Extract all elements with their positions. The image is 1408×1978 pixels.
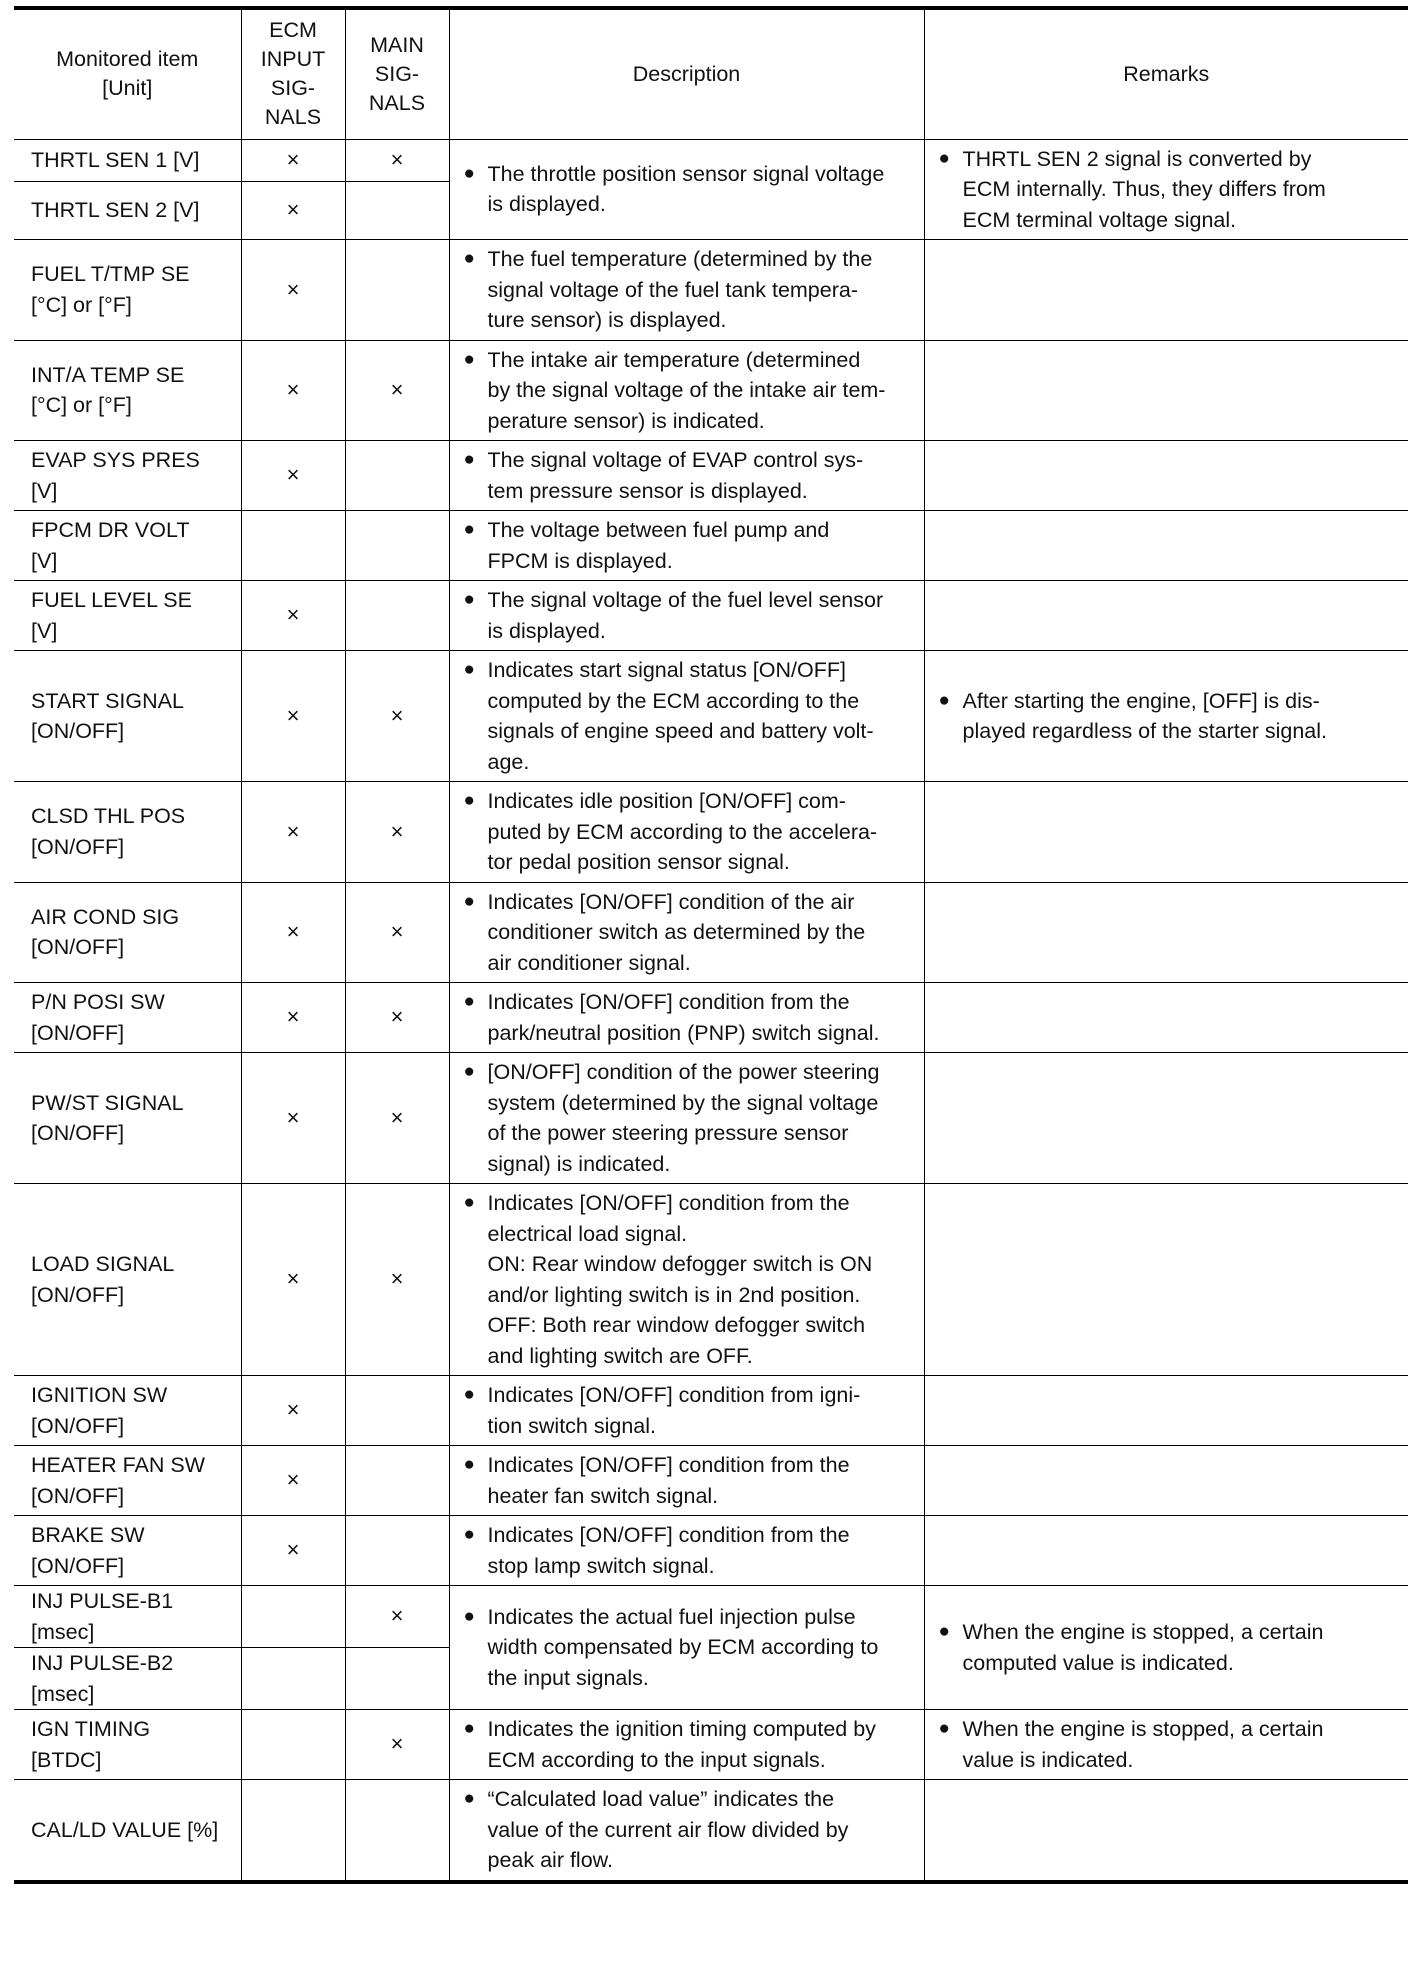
description-line: and/or lighting switch is in 2nd position.: [487, 1282, 861, 1307]
monitored-item-line: FUEL LEVEL SE: [31, 588, 192, 612]
description-line: OFF: Both rear window defogger switch: [487, 1313, 866, 1337]
monitored-item-cell: [14, 983, 241, 1053]
remarks-bullet: [939, 144, 1403, 236]
main-signal-mark: ×: [345, 983, 449, 1053]
description-cell: [449, 782, 924, 883]
description-text: [488, 159, 918, 220]
monitored-item-cell: [14, 1586, 241, 1648]
monitored-item-line: THRTL SEN 1 [V]: [31, 147, 200, 172]
monitored-item-line: [ON/OFF]: [31, 935, 125, 960]
description-text: [488, 445, 918, 506]
monitored-item-cell: [14, 1648, 241, 1710]
description-text: [488, 786, 918, 878]
table-row: [14, 1516, 1408, 1586]
remarks-cell: [924, 139, 1408, 240]
description-text: [488, 1784, 918, 1876]
remarks-line: computed value is indicated.: [962, 1650, 1234, 1675]
table-row: [14, 139, 1408, 181]
remarks-cell: [924, 983, 1408, 1053]
remarks-cell: [924, 1053, 1408, 1184]
remarks-cell: [924, 782, 1408, 883]
header-main-line: SIG-: [374, 61, 420, 86]
monitored-item-cell: [14, 1710, 241, 1780]
ecm-input-mark: ×: [241, 882, 345, 983]
description-bullet: [464, 345, 918, 437]
remarks-text: [963, 1714, 1403, 1775]
remarks-cell: [924, 1376, 1408, 1446]
ecm-input-mark: [241, 511, 345, 581]
remarks-text: [963, 1617, 1403, 1678]
description-line: signals of engine speed and battery volt-: [487, 719, 874, 743]
main-signal-mark: ×: [345, 340, 449, 441]
description-line: width compensated by ECM according to: [487, 1635, 879, 1660]
table-row: [14, 882, 1408, 983]
bullet-dot-icon: ●: [463, 659, 475, 680]
main-signal-mark: ×: [345, 651, 449, 782]
remarks-bullet: [939, 1714, 1403, 1775]
bullet-dot-icon: ●: [463, 589, 475, 610]
monitored-item-line: [msec]: [31, 1681, 95, 1706]
main-signal-mark: ×: [345, 1586, 449, 1648]
description-bullet: [464, 1188, 918, 1371]
table-row: [14, 1586, 1408, 1648]
table-row: [14, 1780, 1408, 1882]
header-main-line: MAIN: [370, 32, 424, 57]
description-line: age.: [487, 749, 530, 774]
remarks-bullet: [939, 1617, 1403, 1678]
monitored-item-cell: [14, 782, 241, 883]
monitored-item-line: [V]: [31, 478, 58, 503]
description-text: [488, 585, 918, 646]
main-signal-mark: ×: [345, 782, 449, 883]
description-line: by the signal voltage of the intake air tem-: [487, 378, 886, 402]
description-line: air conditioner signal.: [487, 950, 691, 975]
bullet-dot-icon: ●: [938, 1718, 950, 1739]
description-text: [488, 244, 918, 336]
remarks-cell: [924, 1446, 1408, 1516]
description-line: of the power steering pressure sensor: [487, 1121, 849, 1145]
description-line: Indicates start signal status [ON/OFF]: [487, 658, 846, 682]
table-row: [14, 1053, 1408, 1184]
ecm-input-mark: ×: [241, 1376, 345, 1446]
remarks-cell: [924, 240, 1408, 341]
table-row: [14, 340, 1408, 441]
description-cell: [449, 651, 924, 782]
table-body: [14, 139, 1408, 1882]
description-cell: [449, 1780, 924, 1882]
monitored-item-cell: [14, 340, 241, 441]
description-bullet: [464, 1520, 918, 1581]
description-cell: [449, 1053, 924, 1184]
ecm-input-mark: ×: [241, 1053, 345, 1184]
description-bullet: [464, 987, 918, 1048]
table-row: [14, 983, 1408, 1053]
monitored-item-cell: [14, 441, 241, 511]
description-cell: [449, 240, 924, 341]
ecm-input-mark: ×: [241, 1446, 345, 1516]
remarks-line: When the engine is stopped, a certain: [962, 1717, 1324, 1741]
monitored-item-line: [°C] or [°F]: [31, 393, 132, 418]
remarks-cell: [924, 1516, 1408, 1586]
main-signal-mark: [345, 1648, 449, 1710]
description-bullet: [464, 887, 918, 979]
monitored-item-line: IGNITION SW: [31, 1383, 168, 1407]
ecm-input-mark: ×: [241, 240, 345, 341]
description-cell: [449, 882, 924, 983]
description-line: Indicates the actual fuel injection pulse: [487, 1604, 856, 1629]
remarks-line: After starting the engine, [OFF] is dis-: [962, 688, 1320, 713]
monitored-item-line: FUEL T/TMP SE: [31, 262, 190, 287]
remarks-line: When the engine is stopped, a certain: [962, 1620, 1324, 1644]
description-line: Indicates [ON/OFF] condition from igni-: [487, 1383, 861, 1407]
monitored-item-line: [msec]: [31, 1619, 95, 1644]
table-row: [14, 441, 1408, 511]
main-signal-mark: [345, 511, 449, 581]
remarks-cell: [924, 441, 1408, 511]
description-cell: [449, 1184, 924, 1376]
monitored-item-cell: [14, 1376, 241, 1446]
monitored-item-line: [V]: [31, 548, 58, 573]
description-line: peak air flow.: [487, 1848, 613, 1872]
header-ecm-line: SIG-: [270, 76, 316, 101]
description-line: signal voltage of the fuel tank tempera-: [487, 277, 858, 302]
remarks-line: ECM terminal voltage signal.: [962, 207, 1237, 232]
description-text: [488, 655, 918, 777]
main-signal-mark: [345, 1446, 449, 1516]
main-signal-mark: ×: [345, 1053, 449, 1184]
description-line: The signal voltage of EVAP control sys-: [487, 448, 864, 472]
remarks-cell: [924, 1710, 1408, 1780]
description-line: The throttle position sensor signal voltage: [487, 161, 885, 186]
description-text: [488, 345, 918, 437]
description-cell: [449, 511, 924, 581]
description-bullet: [464, 1380, 918, 1441]
monitored-item-cell: [14, 139, 241, 181]
main-signal-mark: [345, 181, 449, 239]
bullet-dot-icon: ●: [463, 1718, 475, 1739]
header-remarks: Remarks: [924, 8, 1408, 139]
remarks-cell: [924, 882, 1408, 983]
description-line: “Calculated load value” indicates the: [487, 1787, 835, 1811]
description-bullet: [464, 1057, 918, 1179]
description-cell: [449, 983, 924, 1053]
monitored-item-cell: [14, 1780, 241, 1882]
ecm-input-mark: ×: [241, 782, 345, 883]
description-text: [488, 1380, 918, 1441]
description-line: park/neutral position (PNP) switch signal.: [487, 1020, 880, 1045]
description-line: Indicates [ON/OFF] condition from the: [487, 990, 850, 1014]
description-line: value of the current air flow divided by: [487, 1817, 849, 1842]
description-bullet: [464, 159, 918, 220]
description-line: ECM according to the input signals.: [487, 1747, 826, 1772]
ecm-input-mark: [241, 1780, 345, 1882]
monitored-item-cell: [14, 1053, 241, 1184]
description-bullet: [464, 786, 918, 878]
main-signal-mark: [345, 581, 449, 651]
description-text: [488, 1057, 918, 1179]
description-cell: [449, 139, 924, 240]
ecm-input-mark: ×: [241, 139, 345, 181]
monitored-item-line: [°C] or [°F]: [31, 292, 132, 317]
description-cell: [449, 441, 924, 511]
remarks-cell: [924, 1586, 1408, 1710]
monitored-item-line: [ON/OFF]: [31, 834, 125, 859]
remarks-text: [963, 144, 1403, 236]
description-bullet: [464, 1602, 918, 1694]
ecm-input-mark: ×: [241, 181, 345, 239]
main-signal-mark: [345, 1780, 449, 1882]
remarks-text: [963, 686, 1403, 747]
table-row: [14, 240, 1408, 341]
description-bullet: [464, 445, 918, 506]
monitored-item-line: EVAP SYS PRES: [31, 448, 200, 472]
bullet-dot-icon: ●: [938, 689, 950, 711]
header-ecm-line: ECM: [269, 18, 317, 43]
monitored-item-line: [ON/OFF]: [31, 1413, 125, 1438]
bullet-dot-icon: ●: [938, 147, 950, 169]
description-bullet: [464, 1450, 918, 1511]
remarks-cell: [924, 581, 1408, 651]
bullet-dot-icon: ●: [463, 790, 475, 811]
header-main-line: NALS: [368, 90, 426, 115]
description-line: Indicates [ON/OFF] condition from the: [487, 1453, 850, 1477]
bullet-dot-icon: ●: [463, 1788, 475, 1809]
bullet-dot-icon: ●: [463, 348, 475, 370]
description-line: is displayed.: [487, 192, 606, 217]
description-line: puted by ECM according to the accelera-: [487, 819, 878, 844]
monitored-item-cell: [14, 511, 241, 581]
header-ecm-line: NALS: [264, 105, 322, 130]
main-signal-mark: ×: [345, 882, 449, 983]
description-line: Indicates [ON/OFF] condition from the: [487, 1191, 850, 1215]
remarks-line: played regardless of the starter signal.: [962, 719, 1328, 743]
description-line: perature sensor) is indicated.: [487, 408, 765, 433]
table-row: [14, 782, 1408, 883]
description-line: Indicates [ON/OFF] condition from the: [487, 1523, 850, 1547]
monitored-item-line: INT/A TEMP SE: [31, 362, 185, 387]
description-cell: [449, 1710, 924, 1780]
description-bullet: [464, 515, 918, 576]
description-line: [ON/OFF] condition of the power steering: [487, 1060, 880, 1084]
monitored-item-line: START SIGNAL: [31, 688, 184, 713]
bullet-dot-icon: ●: [463, 1454, 475, 1475]
monitored-item-line: PW/ST SIGNAL: [31, 1090, 184, 1115]
monitored-item-line: P/N POSI SW: [31, 990, 165, 1014]
table-row: [14, 1184, 1408, 1376]
description-line: Indicates idle position [ON/OFF] com-: [487, 789, 846, 813]
remarks-cell: [924, 651, 1408, 782]
bullet-dot-icon: ●: [463, 449, 475, 470]
main-signal-mark: [345, 240, 449, 341]
ecm-input-mark: ×: [241, 1184, 345, 1376]
header-ecm-input-signals: [241, 8, 345, 139]
main-signal-mark: ×: [345, 139, 449, 181]
monitored-item-cell: [14, 1446, 241, 1516]
description-line: The voltage between fuel pump and: [487, 518, 830, 542]
monitored-item-line: THRTL SEN 2 [V]: [31, 198, 200, 223]
monitored-item-line: CLSD THL POS: [31, 804, 186, 829]
description-text: [488, 515, 918, 576]
table-row: [14, 1376, 1408, 1446]
ecm-input-mark: ×: [241, 441, 345, 511]
description-line: electrical load signal.: [487, 1221, 688, 1246]
description-cell: [449, 1376, 924, 1446]
remarks-cell: [924, 340, 1408, 441]
monitored-item-line: HEATER FAN SW: [31, 1453, 206, 1477]
description-bullet: [464, 585, 918, 646]
bullet-dot-icon: ●: [463, 519, 475, 540]
monitored-item-line: FPCM DR VOLT: [31, 518, 190, 542]
bullet-dot-icon: ●: [938, 1621, 950, 1642]
bullet-dot-icon: ●: [463, 1192, 475, 1213]
monitor-item-table: [14, 6, 1408, 1884]
description-bullet: [464, 655, 918, 777]
header-main-signals: [345, 8, 449, 139]
remarks-line: ECM internally. Thus, they differs from: [962, 177, 1326, 201]
description-line: ture sensor) is displayed.: [487, 308, 727, 332]
description-line: the input signals.: [487, 1665, 649, 1690]
header-item-line: Monitored item: [56, 47, 199, 72]
bullet-dot-icon: ●: [463, 1605, 475, 1627]
main-signal-mark: [345, 1376, 449, 1446]
monitored-item-cell: [14, 181, 241, 239]
description-line: The intake air temperature (determined: [487, 347, 861, 372]
monitored-item-cell: [14, 581, 241, 651]
ecm-input-mark: ×: [241, 983, 345, 1053]
monitored-item-cell: [14, 1184, 241, 1376]
monitored-item-line: [ON/OFF]: [31, 1553, 125, 1578]
ecm-input-mark: [241, 1710, 345, 1780]
description-line: The signal voltage of the fuel level sensor: [487, 588, 884, 612]
main-signal-mark: [345, 441, 449, 511]
monitored-item-line: INJ PULSE-B1: [31, 1589, 174, 1613]
monitored-item-line: AIR COND SIG: [31, 904, 180, 929]
monitored-item-cell: [14, 882, 241, 983]
description-cell: [449, 581, 924, 651]
description-bullet: [464, 1784, 918, 1876]
description-bullet: [464, 244, 918, 336]
bullet-dot-icon: ●: [463, 991, 475, 1012]
main-signal-mark: [345, 1516, 449, 1586]
description-line: tor pedal position sensor signal.: [487, 850, 790, 874]
monitored-item-cell: [14, 1516, 241, 1586]
remarks-bullet: [939, 686, 1403, 747]
ecm-input-mark: [241, 1586, 345, 1648]
monitored-item-cell: [14, 240, 241, 341]
header-description: Description: [449, 8, 924, 139]
bullet-dot-icon: ●: [463, 248, 475, 269]
monitored-item-line: BRAKE SW: [31, 1523, 145, 1547]
monitored-item-line: IGN TIMING: [31, 1717, 151, 1741]
ecm-input-mark: ×: [241, 340, 345, 441]
description-line: and lighting switch are OFF.: [487, 1343, 753, 1368]
description-line: stop lamp switch signal.: [487, 1553, 715, 1578]
description-line: signal) is indicated.: [487, 1151, 671, 1176]
description-cell: [449, 1516, 924, 1586]
description-line: tem pressure sensor is displayed.: [487, 478, 808, 503]
bullet-dot-icon: ●: [463, 1524, 475, 1545]
monitored-item-line: [ON/OFF]: [31, 1020, 125, 1045]
table-row: [14, 1710, 1408, 1780]
bullet-dot-icon: ●: [463, 1061, 475, 1082]
description-text: [488, 1188, 918, 1371]
header-ecm-line: INPUT: [260, 47, 326, 72]
monitored-item-line: [ON/OFF]: [31, 1483, 125, 1508]
description-line: FPCM is displayed.: [487, 548, 673, 573]
main-signal-mark: ×: [345, 1184, 449, 1376]
description-line: ON: Rear window defogger switch is ON: [487, 1252, 873, 1276]
ecm-input-mark: ×: [241, 1516, 345, 1586]
remarks-cell: [924, 511, 1408, 581]
bullet-dot-icon: ●: [463, 1384, 475, 1405]
header-row: [14, 8, 1408, 139]
header-monitored-item: [14, 8, 241, 139]
description-text: [488, 1520, 918, 1581]
description-line: The fuel temperature (determined by the: [487, 247, 873, 271]
monitored-item-line: [ON/OFF]: [31, 1121, 125, 1145]
ecm-input-mark: [241, 1648, 345, 1710]
bullet-dot-icon: ●: [463, 162, 475, 184]
table-row: [14, 651, 1408, 782]
table-row: [14, 511, 1408, 581]
description-line: Indicates the ignition timing computed by: [487, 1717, 876, 1741]
description-text: [488, 1602, 918, 1694]
monitored-item-line: LOAD SIGNAL: [31, 1252, 175, 1276]
remarks-cell: [924, 1184, 1408, 1376]
description-line: Indicates [ON/OFF] condition of the air: [487, 889, 855, 914]
description-text: [488, 1714, 918, 1775]
monitored-item-line: [ON/OFF]: [31, 719, 125, 743]
description-line: conditioner switch as determined by the: [487, 920, 866, 944]
ecm-input-mark: ×: [241, 651, 345, 782]
monitored-item-cell: [14, 651, 241, 782]
remarks-line: value is indicated.: [962, 1747, 1134, 1772]
monitored-item-line: [BTDC]: [31, 1747, 102, 1772]
remarks-line: THRTL SEN 2 signal is converted by: [962, 146, 1312, 171]
table-row: [14, 581, 1408, 651]
remarks-cell: [924, 1780, 1408, 1882]
description-line: system (determined by the signal voltage: [487, 1090, 879, 1115]
description-text: [488, 1450, 918, 1511]
description-cell: [449, 340, 924, 441]
description-line: heater fan switch signal.: [487, 1483, 719, 1508]
description-line: computed by the ECM according to the: [487, 688, 860, 713]
description-cell: [449, 1586, 924, 1710]
description-text: [488, 887, 918, 979]
monitored-item-line: INJ PULSE-B2: [31, 1651, 174, 1675]
description-line: tion switch signal.: [487, 1413, 656, 1438]
description-bullet: [464, 1714, 918, 1775]
description-cell: [449, 1446, 924, 1516]
description-line: is displayed.: [487, 618, 606, 643]
bullet-dot-icon: ●: [463, 890, 475, 912]
table-row: [14, 1446, 1408, 1516]
monitored-item-line: [V]: [31, 618, 58, 643]
monitored-item-line: CAL/LD VALUE [%]: [31, 1817, 219, 1842]
main-signal-mark: ×: [345, 1710, 449, 1780]
description-text: [488, 987, 918, 1048]
ecm-input-mark: ×: [241, 581, 345, 651]
monitored-item-line: [ON/OFF]: [31, 1282, 125, 1307]
header-item-line: [Unit]: [102, 76, 153, 101]
